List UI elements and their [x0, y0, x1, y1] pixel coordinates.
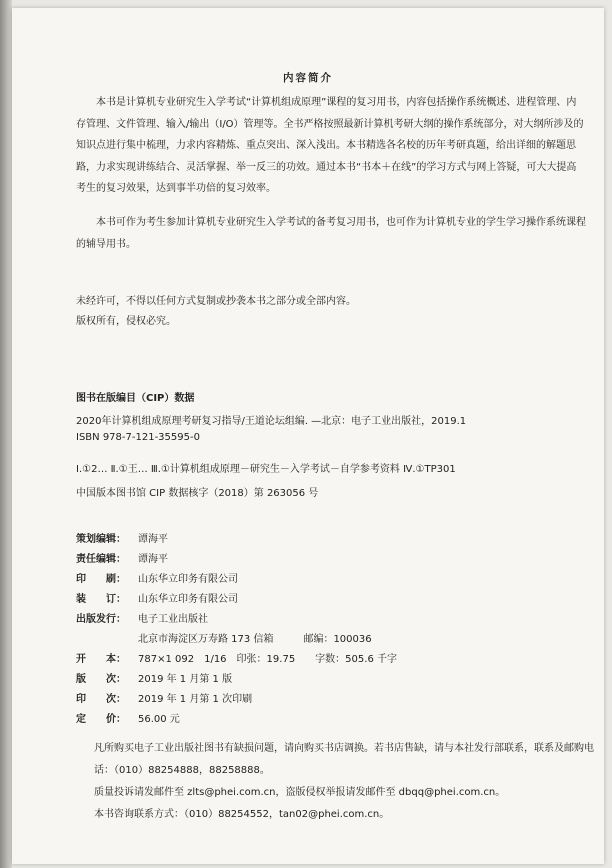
- footer-line-1: 凡所购买电子工业出版社图书有缺损问题，请向购买书店调换。若书店售缺，请与本社发行部联系，联系及邮购电话：（010）88254888，88258888。: [94, 743, 594, 776]
- edition-value: 2019 年 1 月第 1 版: [138, 674, 233, 685]
- credit-row-edition: [76, 670, 397, 690]
- printing-label: 印 次：: [76, 694, 126, 705]
- format-value: 787×1 092 1/16 印张：19.75 字数：505.6 千字: [138, 654, 397, 665]
- intro-paragraph-2-text: 本书可作为考生参加计算机专业研究生入学考试的备考复习用书，也可作为计算机专业的学生学习操作系统课程的辅导用书。: [76, 217, 586, 250]
- cip-title: 图书在版编目（CIP）数据: [76, 393, 195, 404]
- edition-label: 版 次：: [76, 674, 126, 685]
- editor-label: 责任编辑：: [76, 554, 126, 565]
- copyright-page: [12, 8, 604, 864]
- footer-line-2: 质量投诉请发邮件至 zlts@phei.com.cn，盗版侵权举报请发邮件至 dbqq@phei.com.cn。: [94, 787, 506, 798]
- cip-isbn: ISBN 978-7-121-35595-0: [76, 432, 200, 443]
- notice-line-1: 未经许可，不得以任何方式复制或抄袭本书之部分或全部内容。: [76, 296, 356, 307]
- contact-footer: [94, 738, 594, 826]
- printing-value: 2019 年 1 月第 1 次印刷: [138, 694, 253, 705]
- credit-row-printing: [76, 690, 397, 710]
- intro-paragraph-1-text: 本书是计算机专业研究生入学考试“计算机组成原理”课程的复习用书，内容包括操作系统概述、进程管理、内存管理、文件管理、输入/输出（I/O）管理等。全书严格按照最新计算机考研大纲的操作系统部分，对大纲所涉及的知识点进行集中梳理，力求内容精炼、重点突出、深入浅出。本书精选各名校的历年考研真题，给出详细的解题思路，力求实现讲练结合、灵活掌握、举一反三的功效。通过本书“书本＋在线”的学习方式与网上答疑，可大大提高考生的复习效果，达到事半功倍的复习效率。: [76, 97, 584, 194]
- credit-row-format: [76, 650, 397, 670]
- binding-value: 山东华立印务有限公司: [138, 594, 238, 605]
- publisher-address: 北京市海淀区万寿路 173 信箱 邮编：100036: [138, 634, 372, 645]
- page-binding-edge: [0, 0, 12, 868]
- binding-label: 装 订：: [76, 594, 126, 605]
- cip-classification: Ⅰ.①2… Ⅱ.①王… Ⅲ.①计算机组成原理－研究生－入学考试－自学参考资料 Ⅳ.①TP301: [76, 464, 456, 475]
- print-value: 山东华立印务有限公司: [138, 574, 238, 585]
- credit-row-price: [76, 710, 397, 730]
- credits-block: [76, 530, 397, 730]
- intro-paragraph-2: [76, 212, 586, 255]
- publisher-value: 电子工业出版社: [138, 614, 208, 625]
- credit-row-editor: [76, 550, 397, 570]
- planner-label: 策划编辑：: [76, 534, 126, 545]
- credit-row-address: [76, 630, 397, 650]
- price-label: 定 价：: [76, 714, 126, 725]
- editor-value: 谭海平: [138, 554, 168, 565]
- copyright-notice: [76, 292, 586, 332]
- credit-row-publisher: [76, 610, 397, 630]
- intro-paragraph-1: [76, 92, 586, 200]
- planner-value: 谭海平: [138, 534, 168, 545]
- print-label: 印 刷：: [76, 574, 126, 585]
- credit-row-print: [76, 570, 397, 590]
- notice-line-2: 版权所有，侵权必究。: [76, 316, 176, 327]
- cip-record-number: 中国版本图书馆 CIP 数据核字（2018）第 263056 号: [76, 488, 319, 499]
- price-value: 56.00 元: [138, 714, 180, 725]
- publisher-label: 出版发行：: [76, 614, 126, 625]
- credit-row-binding: [76, 590, 397, 610]
- format-label: 开 本：: [76, 654, 126, 665]
- footer-line-3: 本书咨询联系方式：（010）88254552，tan02@phei.com.cn。: [94, 809, 390, 820]
- cip-line-1: 2020年计算机组成原理考研复习指导/王道论坛组编. —北京：电子工业出版社，2019.1: [76, 416, 467, 427]
- intro-title: 内容简介: [283, 72, 333, 84]
- credit-row-planner: [76, 530, 397, 550]
